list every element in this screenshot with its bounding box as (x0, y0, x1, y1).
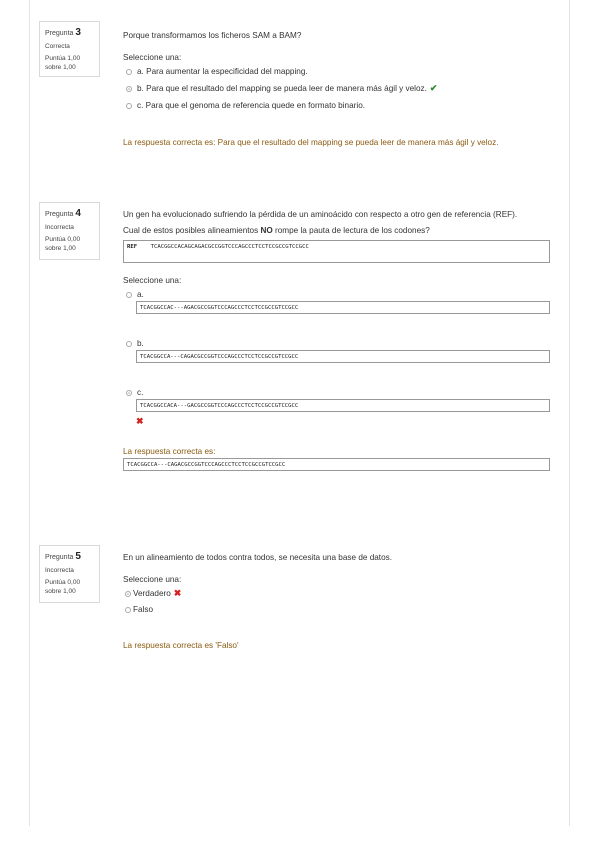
question-text: Porque transformamos los ficheros SAM a BAM? (123, 31, 302, 40)
question-label: Pregunta (45, 211, 74, 218)
radio-button[interactable] (126, 292, 132, 298)
option-a[interactable]: a. Para aumentar la especificidad del mapping. (123, 67, 550, 76)
option-b[interactable]: b. TCACGGCCA---CAGACGCCGGTCCCAGCCCTCCTCCGCCGTCCGCC (123, 339, 550, 363)
question-state: Correcta (45, 42, 70, 50)
radio-button-checked[interactable] (125, 591, 131, 597)
question-grade: Puntúa 0,00 sobre 1,00 (45, 236, 81, 253)
question-grade: Puntúa 1,00 sobre 1,00 (45, 55, 81, 72)
question-state: Incorrecta (45, 566, 74, 574)
question-info-4 (39, 202, 100, 260)
radio-button-checked[interactable] (126, 390, 132, 396)
option-b[interactable]: b. Para que el resultado del mapping se pueda leer de manera más ágil y veloz. ✔ (123, 83, 550, 94)
question-content-4 (123, 208, 550, 471)
question-text-line2: Cual de estos posibles alineamientos NO rompe la pauta de lectura de los codones? (123, 226, 430, 235)
question-info-5 (39, 545, 100, 603)
question-info-3 (39, 21, 100, 77)
question-content-3 (123, 29, 550, 147)
radio-button[interactable] (125, 607, 131, 613)
correct-answer-feedback: La respuesta correcta es 'Falso' (123, 641, 239, 650)
option-c[interactable]: c. Para que el genoma de referencia quede en formato binario. (123, 101, 550, 110)
question-grade: Puntúa 0,00 sobre 1,00 (45, 579, 81, 596)
option-falso[interactable]: Falso (123, 605, 550, 614)
question-content-5 (123, 551, 550, 650)
incorrect-cross-icon: ✖ (173, 588, 182, 598)
radio-button[interactable] (126, 341, 132, 347)
option-verdadero[interactable]: Verdadero ✖ (123, 588, 550, 599)
correct-answer-sequence: TCACGGCCA---CAGACGCCGGTCCCAGCCCTCCTCCGCCGTCCGCC (123, 458, 550, 471)
radio-button-checked[interactable] (126, 86, 132, 92)
select-label: Seleccione una: (123, 575, 182, 584)
option-c[interactable]: c. TCACGGCCACA---GACGCCGGTCCCAGCCCTCCTCCGCCGTCCGCC ✖ (123, 388, 550, 427)
correct-answer-feedback: La respuesta correcta es: Para que el resultado del mapping se pueda leer de manera más ágil y veloz. (123, 138, 499, 147)
question-number: 3 (75, 27, 81, 38)
reference-sequence-box: REF TCACGGCCACAGCAGACGCCGGTCCCAGCCCTCCTCCGCCGTCCGCC (123, 240, 550, 263)
select-label: Seleccione una: (123, 276, 182, 285)
left-page-border (29, 0, 30, 826)
alignment-sequence: TCACGGCCA---CAGACGCCGGTCCCAGCCCTCCTCCGCCGTCCGCC (136, 350, 550, 363)
question-text: En un alineamiento de todos contra todos, se necesita una base de datos. (123, 553, 393, 562)
question-text: Un gen ha evolucionado sufriendo la pérdida de un aminoácido con respecto a otro gen de referencia (REF). (123, 210, 518, 219)
correct-check-icon: ✔ (429, 83, 438, 93)
question-number: 5 (75, 551, 81, 562)
select-label: Seleccione una: (123, 53, 182, 62)
question-label: Pregunta (45, 554, 74, 561)
correct-answer-feedback: La respuesta correcta es: (123, 447, 216, 456)
alignment-sequence: TCACGGCCACA---GACGCCGGTCCCAGCCCTCCTCCGCCGTCCGCC (136, 399, 550, 412)
reference-sequence: TCACGGCCACAGCAGACGCCGGTCCCAGCCCTCCTCCGCCGTCCGCC (150, 244, 309, 250)
incorrect-cross-icon: ✖ (136, 416, 144, 426)
alignment-sequence: TCACGGCCAC---AGACGCCGGTCCCAGCCCTCCTCCGCCGTCCGCC (136, 301, 550, 314)
radio-button[interactable] (126, 69, 132, 75)
question-label: Pregunta (45, 30, 74, 37)
question-number: 4 (75, 208, 81, 219)
option-a[interactable]: a. TCACGGCCAC---AGACGCCGGTCCCAGCCCTCCTCCGCCGTCCGCC (123, 290, 550, 314)
question-state: Incorrecta (45, 223, 74, 231)
radio-button[interactable] (126, 103, 132, 109)
right-page-border (569, 0, 570, 826)
